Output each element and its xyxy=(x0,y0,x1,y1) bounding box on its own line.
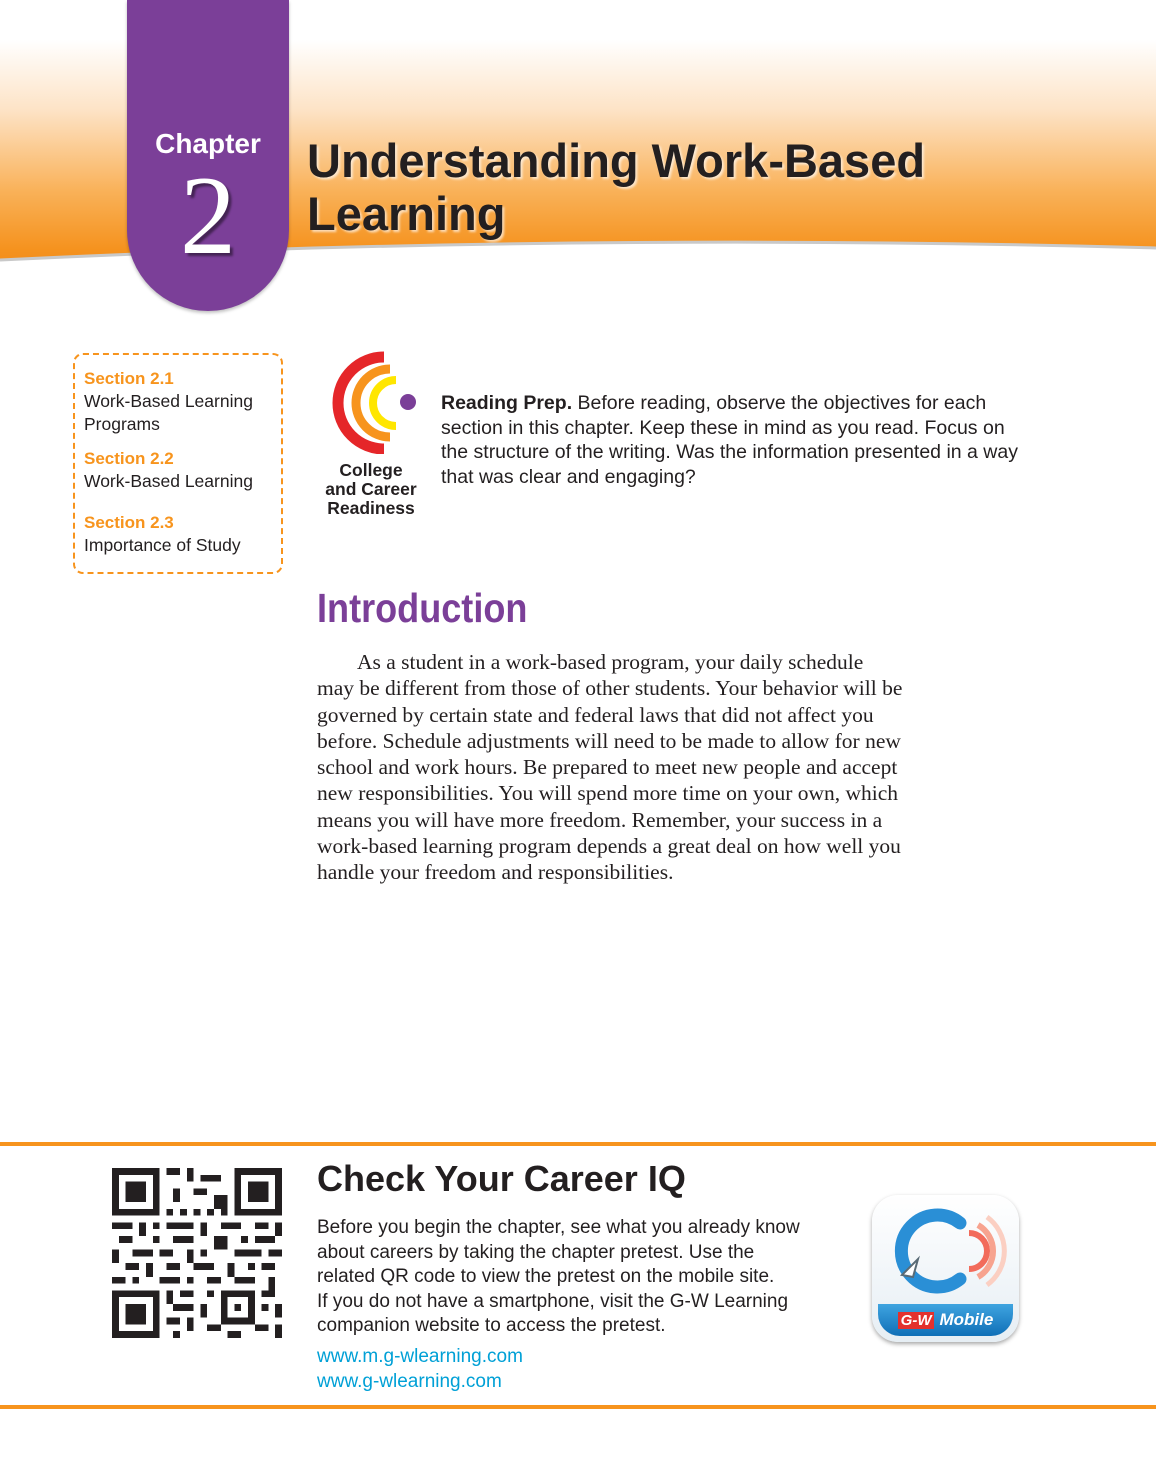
gw-logo: G-W xyxy=(898,1312,935,1329)
career-iq-line: Before you begin the chapter, see what you already know xyxy=(317,1217,800,1238)
section-label: Section 2.1 xyxy=(84,369,174,388)
introduction-line: before. Schedule adjustments will need to be made to allow for new xyxy=(317,728,901,753)
introduction-heading: Introduction xyxy=(317,585,528,631)
introduction-line: As a student in a work-based program, your daily schedule xyxy=(357,650,864,674)
reading-prep-text: Before reading, observe the objectives for each section in this chapter. Keep these in mind as you read. Focus on the structure of the writing. Was the information presented in a way that was clear and engaging? xyxy=(441,392,1018,488)
career-iq-line: companion website to access the pretest. xyxy=(317,1315,666,1336)
chapter-title-line-2: Learning xyxy=(307,187,506,240)
companion-site-link[interactable]: www.g-wlearning.com xyxy=(317,1371,502,1392)
career-iq-body xyxy=(317,1216,857,1339)
chapter-title xyxy=(307,134,1007,240)
introduction-line: school and work hours. Be prepared to meet new people and accept xyxy=(317,755,898,780)
section-title: Work-Based Learning xyxy=(84,391,253,411)
chapter-tab xyxy=(127,0,289,311)
gw-mobile-label: Mobile xyxy=(939,1310,994,1329)
ccr-label-line: and Career xyxy=(325,479,417,499)
career-iq-bottom-rule xyxy=(0,1405,1156,1409)
introduction-line: means you will have more freedom. Remember, your success in a xyxy=(317,807,883,832)
career-iq-line: about careers by taking the chapter pretest. Use the xyxy=(317,1241,755,1263)
career-iq-heading: Check Your Career IQ xyxy=(317,1158,686,1199)
chapter-label: Chapter xyxy=(155,128,261,159)
gw-mobile-bar xyxy=(878,1304,1013,1336)
gw-mobile-c-icon xyxy=(872,1195,1019,1305)
reading-prep-lead: Reading Prep. xyxy=(441,392,573,414)
ccr-label-line: Readiness xyxy=(327,498,415,518)
gw-mobile-app-icon[interactable] xyxy=(872,1195,1019,1342)
section-label: Section 2.2 xyxy=(84,449,174,468)
mobile-site-link[interactable]: www.m.g-wlearning.com xyxy=(317,1346,523,1367)
chapter-title-line-1: Understanding Work-Based xyxy=(307,134,926,187)
introduction-line: handle your freedom and responsibilities. xyxy=(317,860,674,885)
ccr-label xyxy=(311,461,431,518)
section-label: Section 2.3 xyxy=(84,513,174,532)
section-title: Work-Based Learning xyxy=(84,471,253,491)
section-title: Programs xyxy=(84,414,160,434)
introduction-line: governed by certain state and federal laws that did not affect you xyxy=(317,702,874,727)
chapter-number: 2 xyxy=(180,154,236,278)
college-career-readiness-icon xyxy=(322,349,422,454)
career-iq-top-rule xyxy=(0,1142,1156,1146)
section-list xyxy=(73,353,283,574)
career-iq-line: related QR code to view the pretest on the mobile site. xyxy=(317,1266,775,1287)
introduction-line: work-based learning program depends a great deal on how well you xyxy=(317,834,901,859)
introduction-line: may be different from those of other students. Your behavior will be xyxy=(317,676,903,701)
career-iq-line: If you do not have a smartphone, visit the G-W Learning xyxy=(317,1290,789,1312)
qr-code[interactable] xyxy=(112,1168,282,1338)
introduction-line: new responsibilities. You will spend more time on your own, which xyxy=(317,781,899,806)
reading-prep-paragraph xyxy=(441,391,1031,489)
ccr-label-line: College xyxy=(339,460,403,480)
section-title: Importance of Study xyxy=(84,535,241,555)
introduction-body xyxy=(317,649,1027,886)
